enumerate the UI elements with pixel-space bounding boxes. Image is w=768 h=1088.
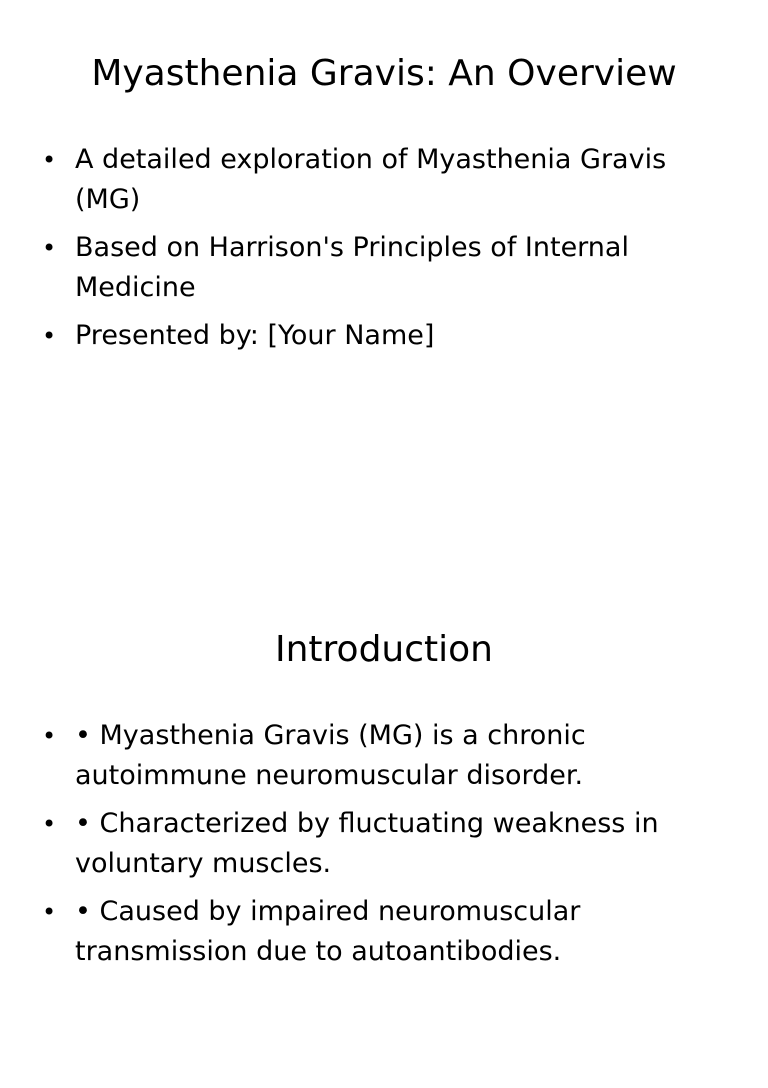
list-item: [40, 140, 700, 220]
bullet-text: • Characterized by fluctuating weakness in voluntary muscles.: [75, 808, 659, 879]
bullet-text: • Myasthenia Gravis (MG) is a chronic autoimmune neuromuscular disorder.: [75, 720, 586, 791]
bullet-text: Based on Harrison's Principles of Internal Medicine: [75, 232, 629, 303]
bullet-text: • Caused by impaired neuromuscular transmission due to autoantibodies.: [75, 896, 581, 967]
slide-title: Introduction: [274, 629, 493, 670]
list-item: [40, 804, 700, 884]
bullet-icon: •: [42, 898, 57, 926]
slide-title: Myasthenia Gravis: An Overview: [91, 53, 677, 94]
bullet-icon: •: [42, 322, 57, 350]
bullet-icon: •: [42, 146, 57, 174]
bullet-text: Presented by: [Your Name]: [75, 320, 435, 351]
bullet-icon: •: [42, 234, 57, 262]
bullet-list: [40, 716, 700, 980]
list-item: [40, 228, 700, 308]
list-item: [40, 892, 700, 972]
bullet-text: A detailed exploration of Myasthenia Gravis (MG): [75, 144, 667, 215]
slide-overview: [0, 0, 768, 512]
bullet-icon: •: [42, 722, 57, 750]
bullet-list: [40, 140, 700, 364]
slide-introduction: [0, 576, 768, 1088]
list-item: [40, 316, 700, 356]
list-item: [40, 716, 700, 796]
bullet-icon: •: [42, 810, 57, 838]
